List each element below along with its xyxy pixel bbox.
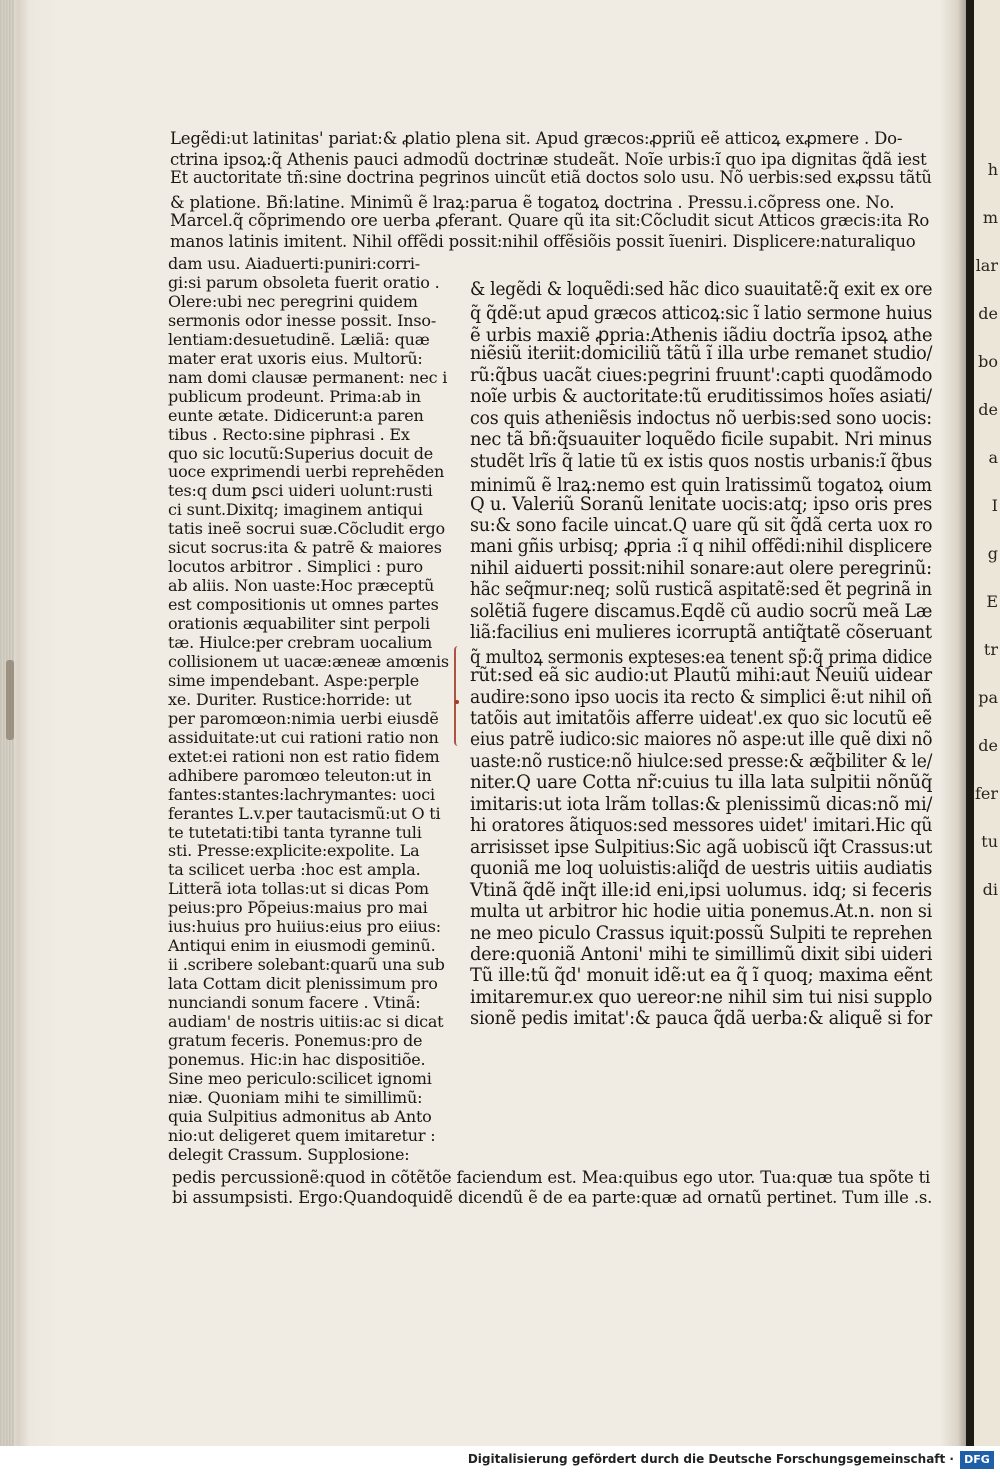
facing-page-fragment: bo [978,352,998,371]
red-marginal-dot [455,700,459,704]
header-line: Marcel.q̃ cõprimendo ore uerba ꝓferant. Quare qũ ita sit:Cõcludit sicut Atticos græcis:ita Ro [170,210,930,230]
header-line: Et auctoritate tñ:sine doctrina pegrinos uincũt etiã doctos solo usu. Nõ uerbis:sed exꝓssu tãtũ [170,168,932,188]
commentary-line: tibus . Recto:sine piphrasi . Ex [168,424,410,444]
commentary-line: eunte ætate. Didicerunt:a paren [168,405,424,425]
main-text-line: q̃ q̃dẽ:ut apud græcos atticoꝝ:sic ĩ latio sermone huius [470,302,933,325]
facing-page-fragment: de [978,400,998,419]
commentary-line: uoce exprimendi uerbi reprehẽden [168,462,445,482]
footer-line: bi assumpsisti. Ergo:Quandoquidẽ dicendũ ẽ de ea parte:quæ ad ornatũ pertinet. Tum ille .s. [172,1188,933,1207]
commentary-line: ii .scribere solebant:quarũ una sub [168,955,445,975]
main-text-line: hãc seq̃mur:neq; solũ rusticã aspitatẽ:sed ẽt pegrinã in [470,578,932,601]
main-text-line: cos quis atheniẽsis indoctus nõ uerbis:sed sono uocis: [470,406,932,429]
main-text-line: Q u. Valeriũ Soranũ lenitate uocis:atq; ipso oris pres [470,492,933,515]
commentary-line: adhibere paromœo teleuton:ut in [168,765,432,785]
main-text-line: Vtinã q̃dẽ inq̃t ille:id eni,ipsi uolumus. idq; si feceris [470,878,932,901]
facing-page-fragment: m [982,208,998,227]
commentary-line: tæ. Hiulce:per crebram uocalium [168,633,433,652]
main-text-line: rũ:q̃bus uacãt ciues:pegrini fruunt':capti quodãmodo [470,363,933,386]
commentary-line: ius:huius pro huiius:eius pro eiius: [168,917,441,937]
main-text-line: rũt:sed eã sic audio:ut Plautũ mihi:aut Neuiũ uidear [470,664,932,687]
main-text-line: minimũ ẽ lraꝝ:nemo est quin lratissimũ togatoꝝ oium [470,474,932,497]
facing-page-fragment: tr [983,640,998,659]
main-text-line: studẽt lrĩs q̃ latie tũ ex istis quos nostis urbanis:ĩ q̃bus [470,449,933,472]
main-text-line: solẽtiã fugere discamus.Eqdẽ cũ audio socrũ meã Læ [470,599,933,622]
commentary-line: publicum prodeunt. Prima:ab in [168,386,421,406]
main-text-line: quoniã me loq uoluistis:aliq̃d de uestris uitiis audiatis [470,857,933,880]
facing-page-fragment: de [978,736,998,755]
commentary-line: lata Cottam dicit plenissimum pro [168,974,438,994]
main-text-line: dere:quoniã Antoni' mihi te simillimũ dixit sibi uideri [470,942,933,965]
main-text-line: niter.Q uare Cotta nr̃:cuius tu illa lata sulpitii nõnũq̃ [470,771,933,794]
facing-page-fragment: a [988,448,998,467]
main-text-line: niẽsiũ iteriit:domiciliũ tãtũ ĩ illa urbe remanet studio/ [470,342,933,365]
main-text-line: sionẽ pedis imitat':& pauca q̃dã uerba:& aliquẽ si for [470,1007,932,1030]
main-text-line: audire:sono ipso uocis ita recto & simplici ẽ:ut nihil oñ [470,685,932,708]
facing-page-fragment: fer [974,784,998,803]
commentary-line: gi:si parum obsoleta fuerit oratio . [168,272,440,292]
facing-page-fragment: di [982,880,998,899]
main-text-line: & legẽdi & loquẽdi:sed hãc dico suauitatẽ:q̃ exit ex ore [470,278,933,300]
main-text-line: multa ut arbitror hic hodie uitia ponemus.At.n. non si [470,900,932,923]
commentary-line: sermonis odor inesse possit. Inso- [168,310,437,330]
commentary-line: niæ. Quoniam mihi te simillimũ: [168,1087,423,1107]
digitization-credit: Digitalisierung gefördert durch die Deutsche Forschungsgemeinschaft · [467,1452,954,1466]
main-text-line: imitaris:ut iota lrãm tollas:& plenissimũ dicas:nõ mi/ [470,792,933,815]
commentary-line: sicut socrus:ita & patrẽ & maiores [168,538,442,558]
commentary-line: nam domi clausæ permanent: nec i [168,367,448,387]
commentary-line: nio:ut deligeret quem imitaretur : [168,1125,436,1145]
header-line: Legẽdi:ut latinitas' pariat:& ꝓlatio plena sit. Apud græcos:ꝓpriũ eẽ atticoꝝ exꝓmere . Do- [170,129,903,148]
main-text-line: arrisisset ipse Sulpitius:Sic agã uobiscũ iq̃t Crassus:ut [470,835,933,858]
header-line: manos latinis imitent. Nihil offẽdi possit:nihil offẽsiõis possit ĩueniri. Displicere:naturaliquo [170,232,916,251]
commentary-line: mater erat uxoris eius. Multorũ: [168,348,423,368]
facing-page-fragment: lar [975,256,998,275]
commentary-line: nunciandi sonum facere . Vtinã: [168,993,421,1013]
facing-page-fragment: h [987,160,998,179]
main-text-line: nihil aiduerti possit:nihil sonare:aut olere peregrinũ: [470,556,932,579]
main-text-line: eius patrẽ iudico:sic maiores nõ aspe:ut ille quẽ dixi nõ [470,728,933,751]
facing-page-fragment: pa [978,688,998,707]
main-text-line: ẽ urbis maxiẽ ꝓpria:Athenis iãdiu doctrĩa ipsoꝝ athe [470,323,933,346]
header-line: & platione. Bñ:latine. Minimũ ẽ lraꝝ:parua ẽ togatoꝝ doctrina . Pressu.i.cõpress one. No. [170,192,895,212]
facing-page-fragment: I [991,496,998,515]
header-line: ctrina ipsoꝝ:q̃ Athenis pauci admodũ doctrinæ studeãt. Noĩe urbis:ĩ quo ipa dignitas q̃dã iest [170,150,927,170]
commentary-line: sime impendebant. Aspe:perple [168,670,420,690]
main-text-line: nec tã bñ:q̃suauiter loquẽdo ficile supabit. Nri minus [470,428,932,451]
main-text-line: noĩe urbis & auctoritate:tũ eruditissimos hoĩes asiati/ [470,385,932,408]
commentary-line: lentiam:desuetudinẽ. Læliã: quæ [168,329,430,349]
facing-page-fragment: g [987,544,998,563]
main-text-line: liã:facilius eni mulieres icorruptã antiq̃tatẽ cõseruant [470,621,932,644]
commentary-line: ci sunt.Dixitq; imaginem antiqui [168,500,423,520]
commentary-line: te tutetati:tibi tanta tyranne tuli [168,822,422,842]
commentary-line: per paromœon:nimia uerbi eiusdẽ [168,708,439,728]
commentary-line: extet:ei rationi non est ratio fidem [168,746,440,766]
main-text-line: tatõis aut imitatõis afferre uideat'.ex quo sic locutũ eẽ [470,707,932,729]
footer-line: pedis percussionẽ:quod in cõtẽtõe faciendum est. Mea:quibus ego utor. Tua:quæ tua spõte ti [172,1168,931,1187]
commentary-line: sti. Presse:explicite:expolite. La [168,841,420,861]
commentary-line: collisionem ut uacæ:æneæ amœnis [168,651,449,671]
commentary-line: orationis æquabiliter sint perpoli [168,614,430,634]
commentary-line: dam usu. Aiaduerti:puniri:corri- [168,254,420,273]
dfg-logo: DFG [960,1451,994,1469]
commentary-line: peius:pro Põpeius:maius pro mai [168,898,428,918]
commentary-line: ab aliis. Non uaste:Hoc præceptũ [168,576,435,596]
main-text-line: Tũ ille:tũ q̃d' monuit idẽ:ut ea q̃ ĩ quoq; maxima eẽnt [470,964,933,987]
main-text-line: mani gñis urbisq; ꝓpria :ĩ q nihil offẽdi:nihil displicere [470,535,932,558]
main-text-line: hi oratores ãtiquos:sed messores uidet' imitari.Hic qũ [470,814,933,837]
facing-page-fragment: de [978,304,998,323]
commentary-line: assiduitate:ut cui rationi ratio non [168,727,439,747]
commentary-line: fantes:stantes:lachrymantes: uoci [168,784,435,804]
commentary-line: tatis ineẽ socrui suæ.Cõcludit ergo [168,519,445,539]
commentary-line: xe. Duriter. Rustice:horride: ut [168,689,412,709]
commentary-line: ferantes L.v.per tautacismũ:ut O ti [168,803,441,823]
binding-stain [6,660,14,740]
main-text-line: ne meo piculo Crassus iquit:possũ Sulpiti te reprehen [470,921,933,944]
facing-page-fragment: tu [981,832,998,851]
commentary-line: Antiqui enim in eiusmodi geminũ. [168,936,436,956]
main-text-line: q̃ multoꝝ sermonis expteses:ea tenent sp̃:q̃ prima didice [470,645,933,668]
commentary-line: Olere:ubi nec peregrini quidem [168,291,418,311]
commentary-line: locutos arbitror . Simplici : puro [168,557,423,577]
facing-page-fragment: E [986,592,998,611]
digitization-footer [0,1446,1000,1476]
commentary-line: quo sic locutũ:Superius docuit de [168,443,434,463]
commentary-line: est compositionis ut omnes partes [168,595,439,615]
commentary-line: gratum feceris. Ponemus:pro de [168,1030,423,1050]
commentary-line: delegit Crassum. Supplosione: [168,1144,410,1164]
commentary-line: audiam' de nostris uitiis:ac si dicat [168,1012,444,1031]
main-text-line: imitaremur.ex quo uereor:ne nihil sim tui nisi supplo [470,985,933,1008]
main-text-line: uaste:nõ rustice:nõ hiulce:sed presse:& æq̃biliter & le/ [470,749,933,772]
commentary-line: Sine meo periculo:scilicet ignomi [168,1068,432,1088]
commentary-line: Litterã iota tollas:ut si dicas Pom [168,879,429,899]
commentary-line: ponemus. Hic:in hac dispositiõe. [168,1049,426,1069]
commentary-line: quia Sulpitius admonitus ab Anto [168,1106,432,1126]
commentary-line: ta scilicet uerba :hoc est ampla. [168,860,421,880]
red-marginal-bracket [454,646,466,746]
main-text-line: su:& sono facile uincat.Q uare qũ sit q̃dã certa uox ro [470,513,933,536]
facing-page-strip [974,0,1000,1446]
commentary-line: tes:q dum ꝑsci uideri uolunt:rusti [168,481,433,501]
